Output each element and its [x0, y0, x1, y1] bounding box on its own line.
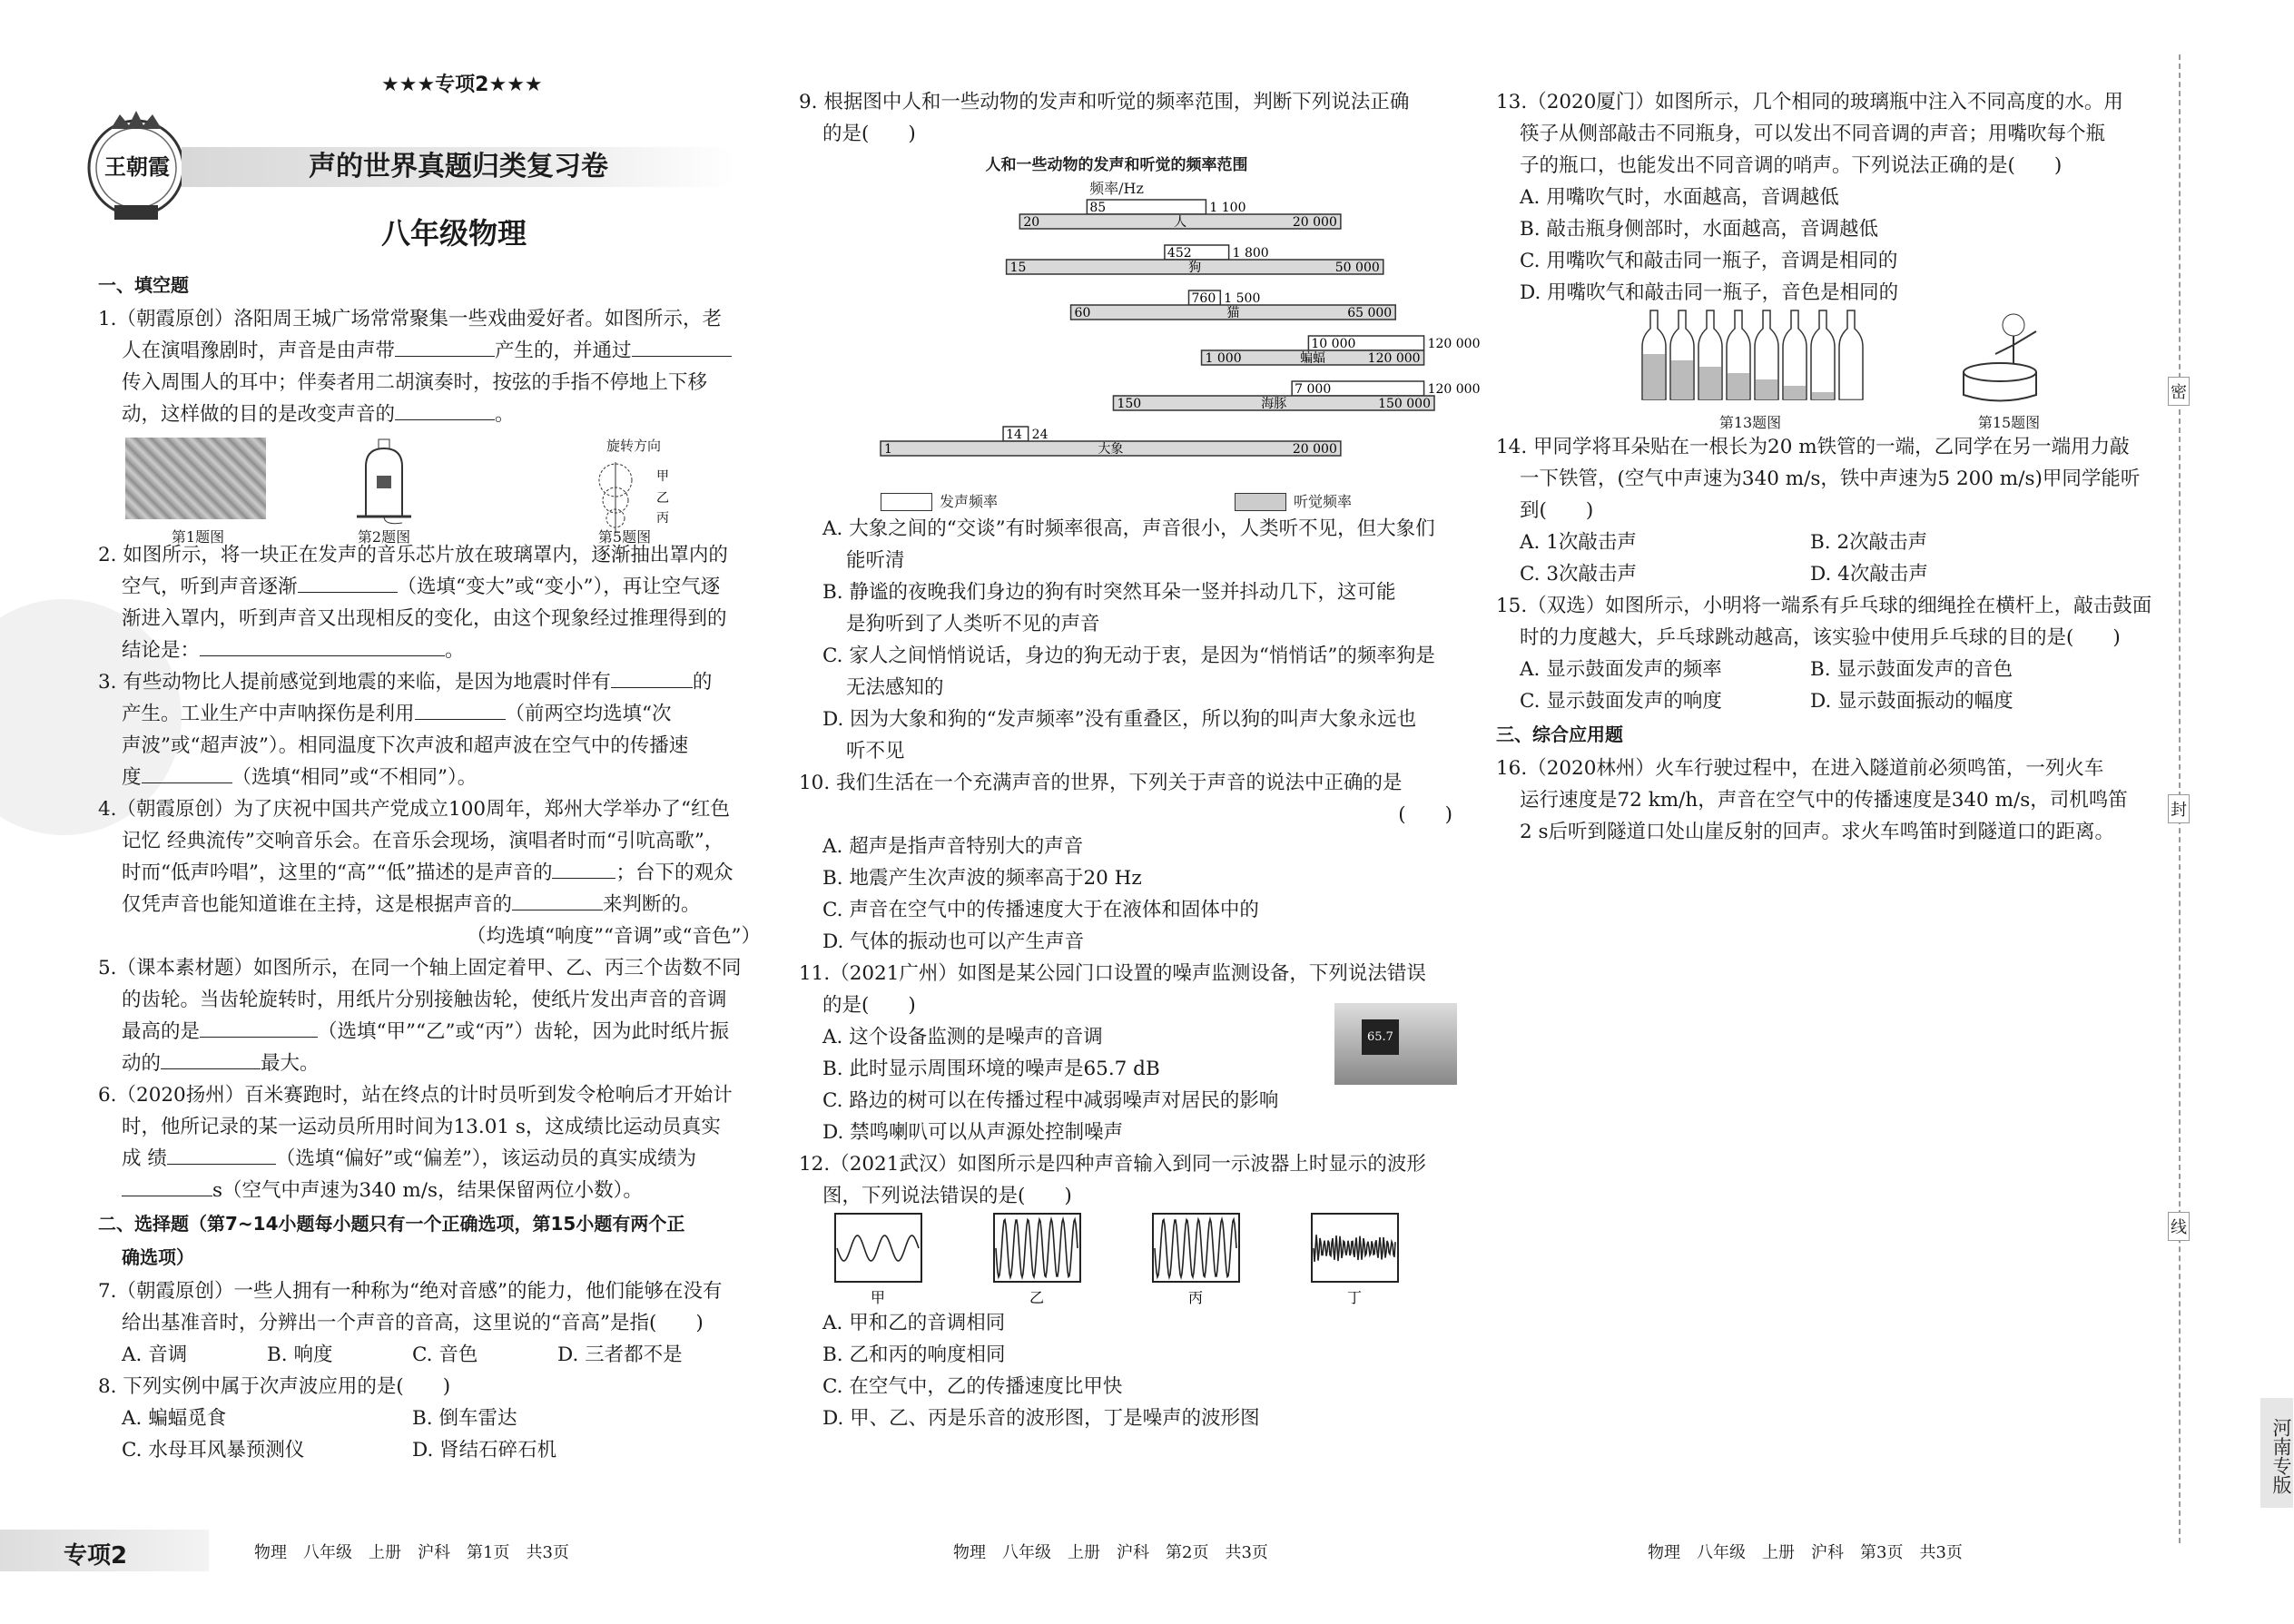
section-heading: 三、综合应用题 [1496, 723, 1623, 745]
option[interactable]: C. 在空气中，乙的传播速度比甲快 [822, 1375, 1123, 1398]
figures-row-1 [98, 430, 761, 546]
footer-page-1: 物理 八年级 上册 沪科 第1页 共3页 [254, 1543, 569, 1562]
page-subtitle: 八年级物理 [380, 216, 527, 251]
logo-text: 王朝霞 [104, 153, 170, 180]
option[interactable]: C. 家人之间悄悄说话，身边的狗无动于衷，是因为“悄悄话”的频率狗是 [822, 645, 1435, 667]
question-8: 8. 下列实例中属于次声波应用的是( ) [98, 1375, 451, 1398]
hear-min-label: 1 000 [1205, 351, 1242, 366]
waveform-label: 乙 [1029, 1289, 1045, 1306]
question-15-options [1496, 685, 2168, 717]
noise-display: 65.7 [1362, 1019, 1399, 1055]
emit-max-label: 1 800 [1232, 246, 1269, 261]
option[interactable]: D. 三者都不是 [557, 1343, 683, 1366]
emit-max-label: 120 000 [1427, 382, 1481, 397]
column-2 [799, 86, 1481, 1434]
animal-label: 蝙蝠 [1300, 351, 1326, 366]
hear-min-label: 1 [884, 442, 892, 457]
logo [84, 109, 192, 227]
frequency-chart [799, 150, 1481, 513]
binding-mark: 线 [2168, 1212, 2190, 1241]
question-11: 11.（2021广州）如图是某公园门口设置的噪声监测设备，下列说法错误 的是( ) [799, 962, 1426, 1017]
footer-page-2: 物理 八年级 上册 沪科 第2页 共3页 [953, 1543, 1268, 1562]
emit-min-label: 10 000 [1311, 337, 1356, 351]
water-bottles-diagram [1637, 309, 1873, 404]
hear-min-label: 60 [1074, 306, 1091, 320]
edition-tab: 河南专版 [2260, 1398, 2293, 1508]
option[interactable]: B. 2次敲击声 [1810, 531, 1928, 554]
option-cont: 无法感知的 [846, 676, 944, 699]
question-16: 16.（2020林州）火车行驶过程中，在进入隧道前必须鸣笛，一列火车 运行速度是72 km/h，声音在空气中的传播速度是340 m/s，司机鸣笛 2 s后听到隧道口处山崖反射的回声。求火车鸣笛时到隧道口的距离。 [1496, 757, 2128, 843]
hear-min-label: 150 [1117, 397, 1142, 411]
option[interactable]: B. 倒车雷达 [412, 1407, 517, 1430]
question-4-note: （均选填“响度”“音调”或“音色”） [467, 925, 761, 948]
hear-max-label: 120 000 [1367, 351, 1421, 366]
option[interactable]: A. 大象之间的“交谈”有时频率很高，声音很小，人类听不见，但大象们 [822, 517, 1435, 540]
hear-max-label: 150 000 [1378, 397, 1431, 411]
option[interactable]: B. 敲击瓶身侧部时，水面越高，音调越低 [1520, 218, 1878, 241]
figure-caption: 第15题图 [1977, 414, 2041, 431]
animal-label: 人 [1174, 215, 1187, 230]
question-9: 9. 根据图中人和一些动物的发声和听觉的频率范围，判断下列说法正确 的是( ) [799, 91, 1410, 145]
topic-badge: ★★★专项2★★★ [381, 74, 543, 96]
bottle-water [1699, 367, 1721, 399]
question-3: 3. 有些动物比人提前感觉到地震的来临，是因为地震时伴有 的 产生。工业生产中声呐探伤是利用 （前两空均选填“次 声波”或“超声波”）。相同温度下次声波和超声波在空气中的传播速 度 （选填“相同”或“不相同”）。 [98, 666, 761, 793]
question-14: 14. 甲同学将耳朵贴在一根长为20 m铁管的一端，乙同学在另一端用力敲 一下铁管，(空气中声速为340 m/s，铁中声速为5 200 m/s)甲同学能听 到( ) [1496, 436, 2141, 522]
option[interactable]: C. 水母耳风暴预测仪 [122, 1439, 305, 1462]
option[interactable]: D. 甲、乙、丙是乐音的波形图，丁是噪声的波形图 [822, 1407, 1260, 1430]
option[interactable]: C. 3次敲击声 [1520, 563, 1638, 586]
hear-min-label: 15 [1009, 261, 1027, 275]
answer-bracket: ( ) [1398, 803, 1452, 826]
option[interactable]: B. 此时显示周围环境的噪声是65.7 dB [822, 1058, 1160, 1080]
option-cont: 听不见 [846, 740, 905, 763]
drum-diagram [1959, 309, 2059, 404]
option[interactable]: A. 甲和乙的音调相同 [822, 1312, 1006, 1334]
bottle-water [1671, 360, 1693, 399]
option[interactable]: B. 地震产生次声波的频率高于20 Hz [822, 867, 1142, 890]
figure-caption: 第2题图 [357, 528, 411, 546]
column-3 [1496, 86, 2168, 848]
question-5: 5.（课本素材题）如图所示，在同一个轴上固定着甲、乙、丙三个齿数不同 的齿轮。当齿轮旋转时，用纸片分别接触齿轮，使纸片发出声音的音调 最高的是 （选填“甲”“乙”或“丙”）齿轮，因为此时纸片振 动的 最大。 [98, 957, 742, 1075]
figure-caption: 第13题图 [1718, 414, 1782, 431]
hear-max-label: 20 000 [1292, 215, 1337, 230]
section-heading: 一、填空题 [98, 274, 189, 296]
option[interactable]: B. 显示鼓面发声的音色 [1810, 658, 2013, 681]
option[interactable]: C. 路边的树可以在传播过程中减弱噪声对居民的影响 [822, 1089, 1279, 1112]
animal-label: 海豚 [1261, 397, 1287, 411]
question-8-options [98, 1434, 761, 1466]
binding-mark: 封 [2168, 794, 2190, 823]
animal-label: 猫 [1226, 306, 1240, 320]
option[interactable]: D. 因为大象和狗的“发声频率”没有重叠区，所以狗的叫声大象永远也 [822, 708, 1417, 731]
bottle [1811, 310, 1835, 399]
figures-row-13 [1496, 309, 2168, 431]
bottle-water [1784, 386, 1806, 399]
bottle [1839, 310, 1863, 399]
chart-unit: 频率/Hz [1089, 180, 1144, 197]
emit-min-label: 452 [1167, 246, 1192, 261]
question-15-options [1496, 654, 2168, 685]
emit-min-label: 14 [1006, 428, 1022, 442]
binding-mark: 密 [2168, 377, 2190, 406]
svg-text:甲: 甲 [656, 469, 669, 484]
figure-caption: 第5题图 [597, 528, 652, 546]
chart-title: 人和一些动物的发声和听觉的频率范围 [985, 156, 1248, 174]
option[interactable]: C. 用嘴吹气和敲击同一瓶子，音调是相同的 [1520, 250, 1898, 272]
question-15: 15.（双选）如图所示，小明将一端系有乒乓球的细绳拴在横杆上，敲击鼓面 时的力度越大，乒乓球跳动越高，该实验中使用乒乓球的目的是( ) [1496, 595, 2152, 649]
option[interactable]: C. 音色 [412, 1343, 478, 1366]
gear-diagram: 旋转方向 甲 乙 丙 [570, 430, 697, 545]
option[interactable]: D. 用嘴吹气和敲击同一瓶子，音色是相同的 [1520, 281, 1899, 304]
legend-hear: 听觉频率 [1235, 486, 1352, 517]
page-title: 声的世界真题归类复习卷 [182, 147, 735, 187]
option[interactable]: A. 用嘴吹气时，水面越高，音调越低 [1520, 186, 1839, 209]
option[interactable]: A. 显示鼓面发声的频率 [1520, 658, 1722, 681]
emit-max-label: 24 [1031, 428, 1049, 442]
question-12: 12.（2021武汉）如图所示是四种声音输入到同一示波器上时显示的波形 图，下列说法错误的是( ) [799, 1153, 1426, 1207]
option[interactable]: B. 响度 [267, 1343, 333, 1366]
question-14-options [1496, 527, 2168, 558]
svg-text:丙: 丙 [656, 511, 669, 526]
legend-emit: 发声频率 [881, 486, 998, 517]
question-4: 4.（朝霞原创）为了庆祝中国共产党成立100周年，郑州大学举办了“红色 记忆 经典流传”交响音乐会。在音乐会现场，演唱者时而“引吭高歌”， 时而“低声吟唱”，这里的“高”“低”描述的是声音的 ；台下的观众 仅凭声音也能知道谁在主持，这是根据声音的 来判断的。 [98, 798, 733, 916]
bottle-water [1812, 392, 1834, 399]
animal-label: 狗 [1188, 261, 1202, 275]
emit-min-label: 85 [1089, 201, 1107, 215]
waveform-panels [799, 1212, 1452, 1307]
option[interactable]: D. 气体的振动也可以产生声音 [822, 930, 1085, 953]
hear-max-label: 50 000 [1334, 261, 1380, 275]
frequency-bars [799, 191, 1481, 508]
option[interactable]: B. 乙和丙的响度相同 [822, 1343, 1006, 1366]
waveform-label: 丙 [1187, 1289, 1204, 1306]
footer-page-3: 物理 八年级 上册 沪科 第3页 共3页 [1648, 1543, 1963, 1562]
option[interactable]: D. 4次敲击声 [1810, 563, 1928, 586]
svg-text:乙: 乙 [656, 491, 669, 506]
noise-monitor-photo [1334, 1003, 1457, 1085]
question-13: 13.（2020厦门）如图所示，几个相同的玻璃瓶中注入不同高度的水。用 筷子从侧部敲击不同瓶身，可以发出不同音调的声音；用嘴吹每个瓶 子的瓶口，也能发出不同音调的哨声。下列说法正确的是( ) [1496, 91, 2123, 177]
footer-topic-badge: 专项2 [0, 1530, 209, 1571]
question-11-block [799, 958, 1452, 1148]
emit-max-label: 120 000 [1427, 337, 1481, 351]
bottle-water [1728, 373, 1749, 399]
emit-max-label: 1 100 [1209, 201, 1246, 215]
bottle-water [1643, 354, 1665, 399]
option[interactable]: A. 这个设备监测的是噪声的音调 [822, 1026, 1103, 1048]
question-14-options [1496, 558, 2168, 590]
column-1 [98, 268, 761, 1466]
question-6: 6.（2020扬州）百米赛跑时，站在终点的计时员听到发令枪响后才开始计 时，他所记录的某一运动员所用时间为13.01 s，这成绩比运动员真实 成 绩 （选填“偏好”或“偏差”），该运动员的真实成绩为 s（空气中声速为340 m/s，结果保留两位小数）。 [98, 1084, 733, 1202]
waveform-label: 甲 [870, 1289, 886, 1306]
hear-max-label: 65 000 [1347, 306, 1393, 320]
emit-min-label: 7 000 [1295, 382, 1332, 397]
option[interactable]: A. 超声是指声音特别大的声音 [822, 835, 1084, 858]
option[interactable]: A. 蝙蝠觅食 [122, 1407, 227, 1430]
emit-max-label: 1 500 [1224, 291, 1261, 306]
question-8-options [98, 1403, 761, 1434]
bottle-water [1756, 379, 1777, 399]
opera-photo [125, 438, 266, 519]
hear-min-label: 20 [1023, 215, 1040, 230]
figure-caption: 第1题图 [171, 528, 225, 546]
question-2: 2. 如图所示，将一块正在发声的音乐芯片放在玻璃罩内，逐渐抽出罩内的 空气，听到声音逐渐 （选填“变大”或“变小”），再让空气逐 渐进入罩内，听到声音又出现相反的变化，由这个现象经过推理得到的 结论是： 。 [98, 544, 728, 662]
question-7-options [98, 1339, 761, 1371]
emit-min-label: 760 [1191, 291, 1216, 306]
option[interactable]: D. 禁鸣喇叭可以从声源处控制噪声 [822, 1121, 1124, 1144]
option[interactable]: C. 显示鼓面发声的响度 [1520, 690, 1722, 713]
animal-label: 大象 [1098, 442, 1124, 457]
option[interactable]: C. 声音在空气中的传播速度大于在液体和固体中的 [822, 899, 1259, 921]
hear-max-label: 20 000 [1292, 442, 1337, 457]
question-1: 1.（朝霞原创）洛阳周王城广场常常聚集一些戏曲爱好者。如图所示，老 人在演唱豫剧时，声音是由声带 产生的，并通过 传入周围人的耳中；伴奏者用二胡演奏时，按弦的手指不停地上下移 动，这样做的目的是改变声音的 。 [98, 303, 761, 430]
section-heading: 二、选择题（第7~14小题每小题只有一个正确选项，第15小题有两个正 [98, 1213, 685, 1235]
option[interactable]: A. 音调 [122, 1343, 188, 1366]
option[interactable]: D. 肾结石碎石机 [412, 1439, 557, 1462]
option[interactable]: B. 静谧的夜晚我们身边的狗有时突然耳朵一竖并抖动几下，这可能 [822, 581, 1396, 604]
option-cont: 是狗听到了人类听不见的声音 [846, 613, 1100, 635]
option[interactable]: D. 显示鼓面振动的幅度 [1810, 690, 2013, 713]
question-7: 7.（朝霞原创）一些人拥有一种称为“绝对音感”的能力，他们能够在没有 给出基准音时，分辨出一个声音的音高，这里说的“音高”是指( ) [98, 1280, 723, 1334]
question-10: 10. 我们生活在一个充满声音的世界，下列关于声音的说法中正确的是 [799, 772, 1403, 794]
option-cont: 能听清 [846, 549, 905, 572]
section-heading-cont: 确选项） [122, 1246, 194, 1268]
option[interactable]: A. 1次敲击声 [1520, 531, 1637, 554]
waveform-label: 丁 [1346, 1289, 1363, 1306]
waveforms [799, 1212, 1452, 1307]
